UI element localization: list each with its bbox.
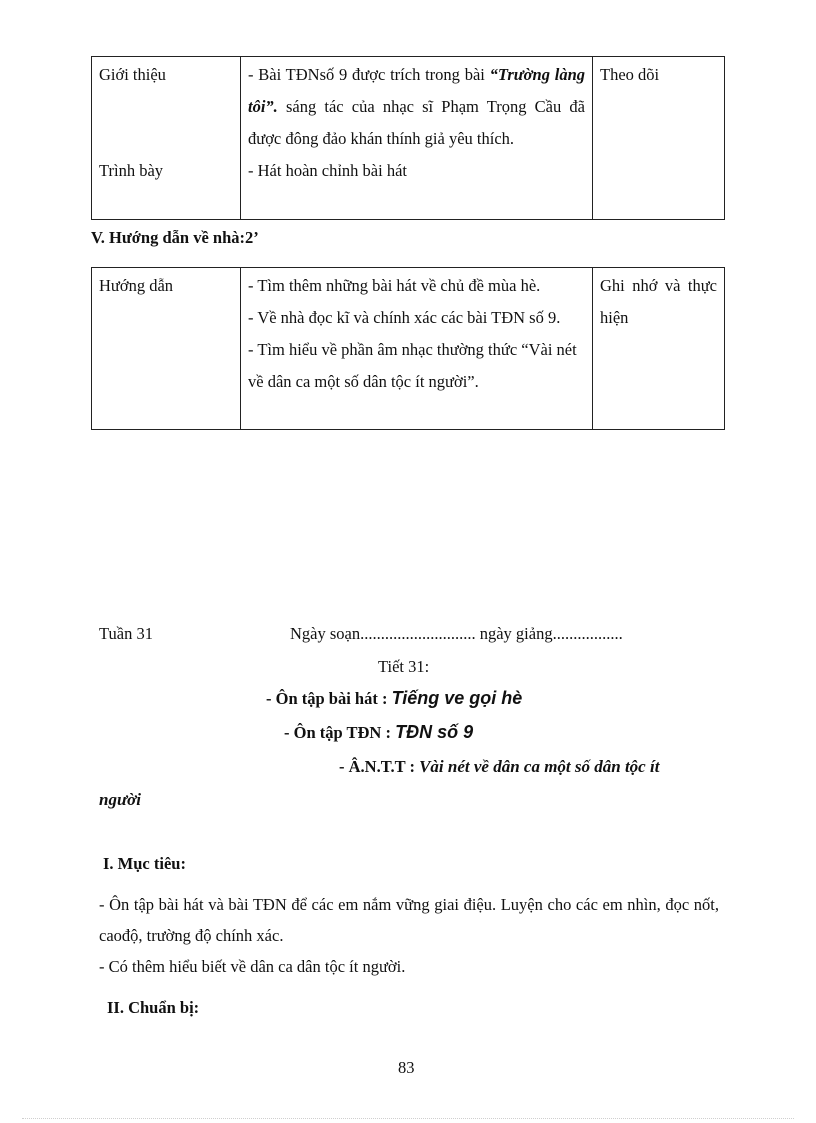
content-intro-text <box>248 59 585 155</box>
antt-label: - Â.N.T.T : <box>339 757 420 776</box>
antt-title: Vài nét về dân ca một số dân tộc ít <box>419 757 660 776</box>
activity-label-present: Trình bày <box>99 161 164 180</box>
page-number: 83 <box>398 1058 415 1077</box>
student-activity-cell: Theo dõi <box>593 57 725 220</box>
antt-title-continuation: người <box>99 790 141 809</box>
activity-label-intro: Giới thiệu <box>99 65 166 84</box>
date-line: Ngày soạn............................ ngày giảng................. <box>290 624 623 643</box>
objectives-paragraph <box>99 889 719 982</box>
section-ii-heading: II. Chuẩn bị: <box>107 998 200 1017</box>
homework-table <box>91 267 725 430</box>
review-tdn-line <box>284 722 473 743</box>
section-i-heading: I. Mục tiêu: <box>103 854 186 873</box>
content-cell <box>241 268 593 430</box>
page-bottom-edge <box>22 1118 794 1119</box>
song-title: “Trường làng tôi”. <box>248 65 586 116</box>
content-cell <box>241 57 593 220</box>
table-row <box>92 57 725 220</box>
week-label: Tuần 31 <box>99 624 153 643</box>
review-song-title: Tiếng ve gọi hè <box>391 688 523 708</box>
activity-cell <box>92 57 241 220</box>
content-prefix: - Bài TĐNsố 9 được trích trong bài <box>248 65 490 84</box>
review-song-line <box>266 688 522 709</box>
review-tdn-label: - Ôn tập TĐN : <box>284 723 396 742</box>
content-line: - Về nhà đọc kĩ và chính xác các bài TĐN số 9. <box>248 308 561 327</box>
antt-line <box>339 757 659 777</box>
objective-2: - Có thêm hiểu biết về dân ca dân tộc ít người. <box>99 957 406 976</box>
content-line: - Hát hoàn chỉnh bài hát <box>248 161 407 180</box>
objective-1: - Ôn tập bài hát và bài TĐN để các em nắm vững giai điệu. Luyện cho các em nhìn, đọc nốt, caođộ, trường độ chính xác. <box>99 895 719 945</box>
review-tdn-title: TĐN số 9 <box>395 722 474 742</box>
table-row <box>92 268 725 430</box>
activity-cell: Hướng dẫn <box>92 268 241 430</box>
content-line: - Tìm thêm những bài hát về chủ đề mùa hè. <box>248 276 541 295</box>
activity-table-intro <box>91 56 725 220</box>
review-song-label: - Ôn tập bài hát : <box>266 689 392 708</box>
content-line: - Tìm hiểu về phần âm nhạc thường thức “Vài nét về dân ca một số dân tộc ít người”. <box>248 340 577 391</box>
content-rest: sáng tác của nhạc sĩ Phạm Trọng Cầu đã được đông đảo khán thính giả yêu thích. <box>248 97 585 148</box>
period-label: Tiết 31: <box>378 657 430 676</box>
student-activity-cell: Ghi nhớ và thực hiện <box>593 268 725 430</box>
section-v-heading: V. Hướng dẫn về nhà:2’ <box>91 228 259 247</box>
